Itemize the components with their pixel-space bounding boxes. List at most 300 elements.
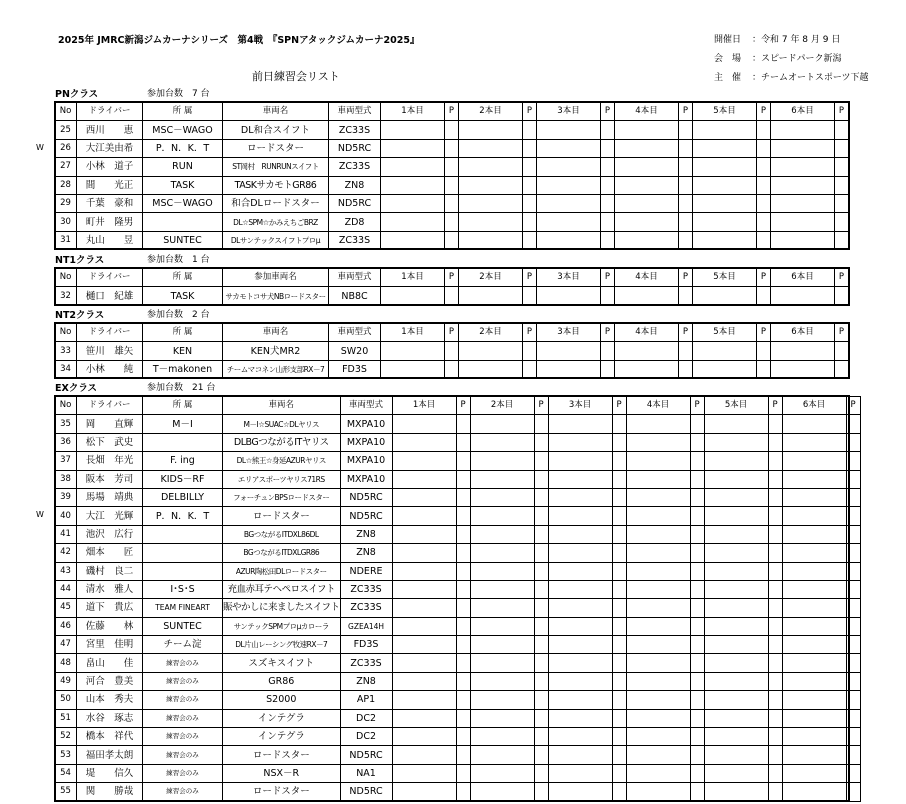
- penalty-cell: [534, 709, 548, 727]
- class-entry-count: 参加台数 2 台: [147, 310, 210, 320]
- penalty-cell: [456, 764, 470, 782]
- table-row: [55, 654, 861, 672]
- column-header: 4本目: [615, 103, 679, 121]
- run-time-cell: [693, 158, 757, 176]
- run-time-cell: [392, 672, 456, 690]
- run-time-cell: [548, 654, 612, 672]
- column-header: P: [445, 324, 459, 342]
- penalty-cell: [768, 691, 782, 709]
- column-header: 所 属: [143, 397, 223, 415]
- run-time-cell: [548, 507, 612, 525]
- car-name: BGつながるITDXL86DL: [223, 525, 341, 543]
- entry-number: 50: [55, 691, 77, 709]
- penalty-cell: [612, 544, 626, 562]
- run-time-cell: [548, 783, 612, 801]
- driver-name: 佐藤 林: [77, 617, 143, 635]
- penalty-cell: [445, 213, 459, 231]
- run-time-cell: [704, 433, 768, 451]
- column-header: P: [757, 103, 771, 121]
- penalty-cell: [601, 139, 615, 157]
- driver-name: 橋本 祥代: [77, 728, 143, 746]
- penalty-cell: [601, 213, 615, 231]
- run-time-cell: [782, 783, 846, 801]
- driver-name: 磯村 良二: [77, 562, 143, 580]
- run-time-cell: [782, 470, 846, 488]
- run-time-cell: [392, 691, 456, 709]
- car-model: ZC33S: [329, 158, 381, 176]
- run-time-cell: [470, 672, 534, 690]
- run-time-cell: [537, 342, 601, 360]
- penalty-cell: [757, 158, 771, 176]
- run-time-cell: [771, 121, 835, 139]
- team-name: 練習会のみ: [143, 728, 223, 746]
- driver-name: 河合 豊美: [77, 672, 143, 690]
- car-name: スズキスイフト: [223, 654, 341, 672]
- run-time-cell: [782, 562, 846, 580]
- penalty-cell: [757, 194, 771, 212]
- run-time-cell: [459, 342, 523, 360]
- penalty-cell: [679, 121, 693, 139]
- team-name: SUNTEC: [143, 231, 223, 249]
- entry-number: 28: [55, 176, 77, 194]
- run-time-cell: [626, 636, 690, 654]
- penalty-cell: [835, 231, 849, 249]
- penalty-cell: [534, 672, 548, 690]
- column-header: 5本目: [704, 397, 768, 415]
- penalty-cell: [846, 746, 860, 764]
- column-header: P: [679, 324, 693, 342]
- driver-name: 丸山 昱: [77, 231, 143, 249]
- table-row: [55, 194, 849, 212]
- header-row: [55, 397, 861, 415]
- column-header: P: [456, 397, 470, 415]
- run-time-cell: [470, 525, 534, 543]
- penalty-cell: [690, 709, 704, 727]
- car-model: DC2: [340, 728, 392, 746]
- table-row: [55, 764, 861, 782]
- column-header: 5本目: [693, 103, 757, 121]
- car-model: FD3S: [340, 636, 392, 654]
- penalty-cell: [757, 342, 771, 360]
- table-row: [55, 158, 849, 176]
- penalty-cell: [534, 617, 548, 635]
- run-time-cell: [470, 470, 534, 488]
- run-time-cell: [704, 599, 768, 617]
- run-time-cell: [392, 654, 456, 672]
- team-name: TASK: [143, 176, 223, 194]
- run-time-cell: [626, 672, 690, 690]
- penalty-cell: [523, 231, 537, 249]
- penalty-cell: [690, 764, 704, 782]
- entry-number: 47: [55, 636, 77, 654]
- penalty-cell: [835, 213, 849, 231]
- penalty-cell: [456, 654, 470, 672]
- car-name: DL☆SPM☆かみえちごBRZ: [223, 213, 329, 231]
- run-time-cell: [782, 764, 846, 782]
- penalty-cell: [534, 599, 548, 617]
- class-title: EXクラス: [55, 383, 98, 394]
- run-time-cell: [459, 287, 523, 305]
- penalty-cell: [835, 360, 849, 378]
- penalty-cell: [523, 342, 537, 360]
- penalty-cell: [846, 709, 860, 727]
- run-time-cell: [693, 231, 757, 249]
- entry-number: 25: [55, 121, 77, 139]
- info-date: 開催日 ：令和 7 年 8 月 9 日: [714, 35, 841, 45]
- entry-number: 53: [55, 746, 77, 764]
- run-time-cell: [626, 764, 690, 782]
- column-header: ドライバー: [77, 103, 143, 121]
- penalty-cell: [768, 728, 782, 746]
- run-time-cell: [615, 360, 679, 378]
- table-row: [55, 617, 861, 635]
- run-time-cell: [392, 783, 456, 801]
- penalty-cell: [690, 580, 704, 598]
- car-model: ND5RC: [329, 194, 381, 212]
- column-header: 4本目: [615, 324, 679, 342]
- run-time-cell: [470, 654, 534, 672]
- penalty-cell: [534, 691, 548, 709]
- penalty-cell: [534, 783, 548, 801]
- run-time-cell: [537, 213, 601, 231]
- car-name: DLBGつながるITヤリス: [223, 433, 341, 451]
- penalty-cell: [846, 544, 860, 562]
- entry-number: 51: [55, 709, 77, 727]
- run-time-cell: [392, 544, 456, 562]
- run-time-cell: [392, 764, 456, 782]
- run-time-cell: [548, 636, 612, 654]
- column-header: P: [835, 269, 849, 287]
- car-name: フォーチュンBPSロードスター: [223, 488, 341, 506]
- team-name: MSC－WAGO: [143, 121, 223, 139]
- run-time-cell: [381, 139, 445, 157]
- car-name: TASKサカモトGR86: [223, 176, 329, 194]
- car-name: 充血赤耳テヘペロスイフト: [223, 580, 341, 598]
- table-row: [55, 433, 861, 451]
- penalty-cell: [445, 139, 459, 157]
- penalty-cell: [768, 562, 782, 580]
- column-header: No: [55, 324, 77, 342]
- entry-number: 48: [55, 654, 77, 672]
- column-header: 車両名: [223, 103, 329, 121]
- run-time-cell: [771, 139, 835, 157]
- column-header: 3本目: [548, 397, 612, 415]
- table-row: [55, 121, 849, 139]
- run-time-cell: [782, 488, 846, 506]
- run-time-cell: [470, 488, 534, 506]
- penalty-cell: [846, 617, 860, 635]
- team-name: 練習会のみ: [143, 672, 223, 690]
- penalty-cell: [523, 360, 537, 378]
- driver-name: 小林 純: [77, 360, 143, 378]
- team-name: [143, 525, 223, 543]
- run-time-cell: [548, 728, 612, 746]
- team-name: [143, 544, 223, 562]
- table-row: [55, 672, 861, 690]
- run-time-cell: [537, 231, 601, 249]
- penalty-cell: [690, 654, 704, 672]
- penalty-cell: [612, 580, 626, 598]
- run-time-cell: [459, 213, 523, 231]
- run-time-cell: [470, 433, 534, 451]
- run-time-cell: [537, 194, 601, 212]
- column-header: P: [757, 269, 771, 287]
- run-time-cell: [782, 580, 846, 598]
- table-row: [55, 231, 849, 249]
- penalty-cell: [690, 507, 704, 525]
- penalty-cell: [523, 194, 537, 212]
- run-time-cell: [693, 194, 757, 212]
- penalty-cell: [757, 360, 771, 378]
- run-time-cell: [782, 709, 846, 727]
- table-row: [55, 709, 861, 727]
- column-header: 2本目: [459, 324, 523, 342]
- driver-name: 馬場 靖典: [77, 488, 143, 506]
- column-header: 3本目: [537, 103, 601, 121]
- car-name: エリアスポーツヤリス71RS: [223, 470, 341, 488]
- penalty-cell: [846, 672, 860, 690]
- penalty-cell: [456, 599, 470, 617]
- run-time-cell: [771, 194, 835, 212]
- penalty-cell: [768, 580, 782, 598]
- penalty-cell: [612, 654, 626, 672]
- table-row: [55, 213, 849, 231]
- car-name: NSX－R: [223, 764, 341, 782]
- penalty-cell: [757, 231, 771, 249]
- penalty-cell: [612, 672, 626, 690]
- penalty-cell: [846, 783, 860, 801]
- penalty-cell: [456, 562, 470, 580]
- run-time-cell: [771, 213, 835, 231]
- team-name: 練習会のみ: [143, 691, 223, 709]
- penalty-cell: [768, 525, 782, 543]
- run-time-cell: [782, 433, 846, 451]
- run-time-cell: [548, 488, 612, 506]
- column-header: P: [835, 324, 849, 342]
- penalty-cell: [768, 488, 782, 506]
- penalty-cell: [456, 580, 470, 598]
- column-header: ドライバー: [77, 397, 143, 415]
- run-time-cell: [704, 636, 768, 654]
- run-time-cell: [771, 158, 835, 176]
- penalty-cell: [612, 709, 626, 727]
- table-row: [55, 636, 861, 654]
- penalty-cell: [456, 507, 470, 525]
- run-time-cell: [381, 231, 445, 249]
- run-time-cell: [470, 783, 534, 801]
- penalty-cell: [445, 194, 459, 212]
- run-time-cell: [704, 654, 768, 672]
- run-time-cell: [771, 176, 835, 194]
- run-time-cell: [548, 599, 612, 617]
- penalty-cell: [690, 636, 704, 654]
- run-time-cell: [470, 507, 534, 525]
- run-time-cell: [782, 672, 846, 690]
- car-model: MXPA10: [340, 470, 392, 488]
- car-model: ZN8: [340, 544, 392, 562]
- run-time-cell: [782, 654, 846, 672]
- penalty-cell: [456, 691, 470, 709]
- table-row: [55, 599, 861, 617]
- run-time-cell: [693, 342, 757, 360]
- car-name: DL☆熊王☆身延AZURヤリス: [223, 452, 341, 470]
- penalty-cell: [679, 213, 693, 231]
- penalty-cell: [534, 452, 548, 470]
- driver-name: 長畑 年光: [77, 452, 143, 470]
- column-header: 6本目: [782, 397, 846, 415]
- double-entry-mark: W: [36, 510, 44, 520]
- column-header: 5本目: [693, 269, 757, 287]
- table-row: [55, 507, 861, 525]
- penalty-cell: [601, 342, 615, 360]
- penalty-cell: [601, 121, 615, 139]
- penalty-cell: [612, 415, 626, 433]
- penalty-cell: [456, 728, 470, 746]
- penalty-cell: [846, 525, 860, 543]
- car-model: ZC33S: [340, 599, 392, 617]
- entry-number: 37: [55, 452, 77, 470]
- entry-number: 33: [55, 342, 77, 360]
- penalty-cell: [846, 415, 860, 433]
- run-time-cell: [626, 470, 690, 488]
- run-time-cell: [548, 746, 612, 764]
- run-time-cell: [381, 213, 445, 231]
- column-header: P: [846, 397, 860, 415]
- penalty-cell: [835, 139, 849, 157]
- penalty-cell: [601, 158, 615, 176]
- header-row: [55, 324, 849, 342]
- column-header: 3本目: [537, 269, 601, 287]
- penalty-cell: [534, 728, 548, 746]
- entry-number: 32: [55, 287, 77, 305]
- penalty-cell: [768, 452, 782, 470]
- team-name: TASK: [143, 287, 223, 305]
- driver-name: 千葉 豪和: [77, 194, 143, 212]
- run-time-cell: [392, 746, 456, 764]
- run-time-cell: [459, 360, 523, 378]
- column-header: 1本目: [381, 324, 445, 342]
- run-time-cell: [782, 452, 846, 470]
- column-header: ドライバー: [77, 269, 143, 287]
- run-time-cell: [392, 562, 456, 580]
- car-model: FD3S: [329, 360, 381, 378]
- penalty-cell: [523, 139, 537, 157]
- run-time-cell: [704, 507, 768, 525]
- run-time-cell: [381, 360, 445, 378]
- run-time-cell: [704, 691, 768, 709]
- car-name: M－I☆SUAC☆DLヤリス: [223, 415, 341, 433]
- column-header: P: [601, 103, 615, 121]
- penalty-cell: [445, 158, 459, 176]
- table-row: [55, 176, 849, 194]
- run-time-cell: [704, 488, 768, 506]
- penalty-cell: [690, 488, 704, 506]
- penalty-cell: [601, 176, 615, 194]
- table-row: [55, 488, 861, 506]
- run-time-cell: [537, 158, 601, 176]
- run-time-cell: [771, 231, 835, 249]
- penalty-cell: [768, 433, 782, 451]
- table-row: [55, 580, 861, 598]
- run-time-cell: [615, 158, 679, 176]
- entry-number: 54: [55, 764, 77, 782]
- car-name: DL和合スイフト: [223, 121, 329, 139]
- team-name: F. ing: [143, 452, 223, 470]
- penalty-cell: [534, 746, 548, 764]
- penalty-cell: [601, 360, 615, 378]
- penalty-cell: [768, 470, 782, 488]
- column-header: P: [445, 269, 459, 287]
- penalty-cell: [612, 783, 626, 801]
- penalty-cell: [456, 544, 470, 562]
- team-name: 練習会のみ: [143, 654, 223, 672]
- run-time-cell: [704, 544, 768, 562]
- driver-name: 間 光正: [77, 176, 143, 194]
- penalty-cell: [679, 231, 693, 249]
- run-time-cell: [392, 636, 456, 654]
- column-header: P: [601, 324, 615, 342]
- penalty-cell: [534, 544, 548, 562]
- penalty-cell: [835, 158, 849, 176]
- column-header: 5本目: [693, 324, 757, 342]
- team-name: 練習会のみ: [143, 783, 223, 801]
- penalty-cell: [534, 433, 548, 451]
- driver-name: 松下 武史: [77, 433, 143, 451]
- penalty-cell: [612, 433, 626, 451]
- penalty-cell: [690, 783, 704, 801]
- series-title: 2025年 JMRC新潟ジムカーナシリーズ 第4戦 『SPNアタックジムカーナ2025』: [58, 35, 420, 46]
- run-time-cell: [381, 121, 445, 139]
- entry-number: 49: [55, 672, 77, 690]
- penalty-cell: [768, 617, 782, 635]
- run-time-cell: [626, 691, 690, 709]
- penalty-cell: [690, 433, 704, 451]
- team-name: P．N．K．T: [143, 139, 223, 157]
- penalty-cell: [456, 452, 470, 470]
- entry-number: 43: [55, 562, 77, 580]
- run-time-cell: [470, 452, 534, 470]
- run-time-cell: [392, 617, 456, 635]
- penalty-cell: [601, 287, 615, 305]
- penalty-cell: [679, 139, 693, 157]
- car-name: DLサンテックスイフトプロμ: [223, 231, 329, 249]
- penalty-cell: [846, 691, 860, 709]
- run-time-cell: [704, 525, 768, 543]
- car-name: ST岡村 RUNRUNスイフト: [223, 158, 329, 176]
- driver-name: 池沢 広行: [77, 525, 143, 543]
- driver-name: 清水 雅人: [77, 580, 143, 598]
- penalty-cell: [612, 746, 626, 764]
- driver-name: 畑本 匠: [77, 544, 143, 562]
- column-header: 参加車両名: [223, 269, 329, 287]
- driver-name: 堤 信久: [77, 764, 143, 782]
- run-time-cell: [470, 709, 534, 727]
- run-time-cell: [459, 231, 523, 249]
- penalty-cell: [612, 691, 626, 709]
- penalty-cell: [456, 488, 470, 506]
- class-title: NT2クラス: [55, 310, 105, 321]
- penalty-cell: [612, 599, 626, 617]
- penalty-cell: [445, 176, 459, 194]
- column-header: P: [445, 103, 459, 121]
- run-time-cell: [615, 121, 679, 139]
- car-model: MXPA10: [340, 415, 392, 433]
- column-header: 6本目: [771, 269, 835, 287]
- run-time-cell: [470, 617, 534, 635]
- penalty-cell: [690, 599, 704, 617]
- car-name: 和合DLロードスター: [223, 194, 329, 212]
- penalty-cell: [679, 287, 693, 305]
